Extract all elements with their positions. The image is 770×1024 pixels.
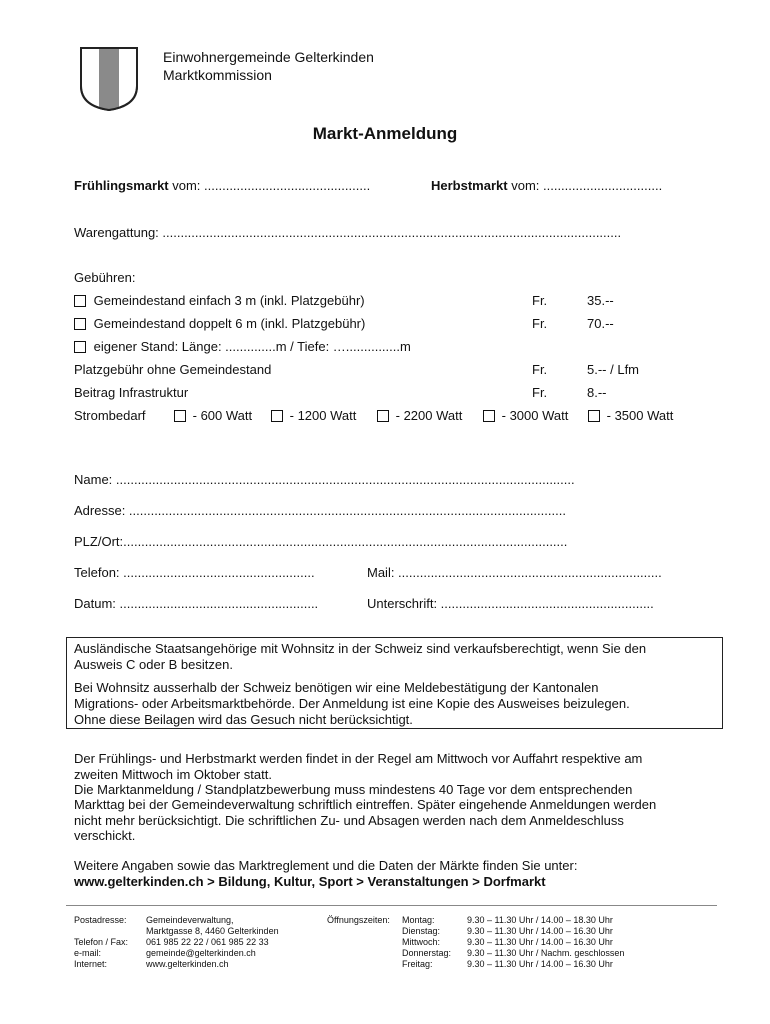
footer-divider	[66, 905, 717, 906]
watt-3000-checkbox[interactable]	[483, 410, 495, 422]
platz-label: Platzgebühr ohne Gemeindestand	[74, 362, 272, 377]
name-field[interactable]: Name: ...............................................................................................................................	[74, 472, 575, 487]
info-text: zweiten Mittwoch im Oktober statt.	[74, 767, 272, 782]
own-stand-checkbox[interactable]	[74, 341, 86, 353]
strom-option-3000	[483, 408, 568, 424]
dept-name: Marktkommission	[163, 67, 272, 83]
footer-value: 061 985 22 22 / 061 985 22 33	[146, 937, 269, 947]
notice-text: Ausweis C oder B besitzen.	[74, 657, 233, 672]
watt-1200-label: - 1200 Watt	[289, 408, 357, 423]
coat-of-arms-icon	[79, 46, 139, 112]
warengattung-field[interactable]: Warengattung: ...............................................................................................................................	[74, 225, 622, 240]
hours-day: Donnerstag:	[402, 948, 452, 958]
infra-label: Beitrag Infrastruktur	[74, 385, 189, 400]
info-text: Markttag bei der Gemeindeverwaltung schriftlich eintreffen. Später eingehende Anmeldungen werden	[74, 797, 657, 812]
infra-amount: 8.--	[587, 385, 607, 400]
watt-3000-label: - 3000 Watt	[501, 408, 569, 423]
hours-day: Freitag:	[402, 959, 433, 969]
watt-3500-label: - 3500 Watt	[606, 408, 674, 423]
website-link[interactable]: www.gelterkinden.ch > Bildung, Kultur, Sport > Veranstaltungen > Dorfmarkt	[74, 874, 546, 889]
autumn-market-input[interactable]: vom: .................................	[511, 178, 663, 193]
single-stand-label: Gemeindestand einfach 3 m (inkl. Platzgebühr)	[93, 293, 365, 308]
signature-field[interactable]: Unterschrift: ...........................................................	[367, 596, 654, 611]
double-stand-label: Gemeindestand doppelt 6 m (inkl. Platzgebühr)	[93, 316, 366, 331]
info-text: nicht mehr berücksichtigt. Die schriftlichen Zu- und Absagen werden nach dem Anmeldeschluss	[74, 813, 624, 828]
info-text: Die Marktanmeldung / Standplatzbewerbung muss mindestens 40 Tage vor dem entsprechenden	[74, 782, 633, 797]
autumn-market-field[interactable]	[431, 178, 662, 194]
notice-text: Bei Wohnsitz ausserhalb der Schweiz benötigen wir eine Meldebestätigung der Kantonalen	[74, 680, 599, 695]
hours-day: Dienstag:	[402, 926, 441, 936]
footer-label: Telefon / Fax:	[74, 937, 129, 947]
hours-value: 9.30 – 11.30 Uhr / 14.00 – 18.30 Uhr	[467, 915, 613, 925]
strom-option-3500	[588, 408, 673, 424]
fee-row-double	[74, 316, 365, 332]
address-field[interactable]: Adresse: .........................................................................................................................	[74, 503, 566, 518]
single-stand-checkbox[interactable]	[74, 295, 86, 307]
footer-email[interactable]: gemeinde@gelterkinden.ch	[146, 948, 256, 958]
watt-3500-checkbox[interactable]	[588, 410, 600, 422]
single-amount: 35.--	[587, 293, 614, 308]
org-name: Einwohnergemeinde Gelterkinden	[163, 49, 374, 65]
spring-market-label: Frühlingsmarkt	[74, 178, 169, 193]
fee-row-single	[74, 293, 365, 309]
footer-label: Internet:	[74, 959, 108, 969]
double-stand-checkbox[interactable]	[74, 318, 86, 330]
autumn-market-label: Herbstmarkt	[431, 178, 508, 193]
strom-label: Strombedarf	[74, 408, 146, 423]
mail-field[interactable]: Mail: .........................................................................	[367, 565, 662, 580]
strom-option-2200	[377, 408, 462, 424]
hours-label: Öffnungszeiten:	[327, 915, 390, 925]
plz-ort-field[interactable]: PLZ/Ort:...........................................................................................................................	[74, 534, 568, 549]
double-currency: Fr.	[532, 316, 548, 331]
watt-2200-label: - 2200 Watt	[395, 408, 463, 423]
hours-value: 9.30 – 11.30 Uhr / 14.00 – 16.30 Uhr	[467, 926, 613, 936]
footer-label: e-mail:	[74, 948, 102, 958]
fees-heading: Gebühren:	[74, 270, 136, 285]
date-field[interactable]: Datum: .......................................................	[74, 596, 319, 611]
info-text: Der Frühlings- und Herbstmarkt werden findet in der Regel am Mittwoch vor Auffahrt respektive am	[74, 751, 643, 766]
single-currency: Fr.	[532, 293, 548, 308]
hours-value: 9.30 – 11.30 Uhr / Nachm. geschlossen	[467, 948, 625, 958]
watt-600-checkbox[interactable]	[174, 410, 186, 422]
platz-amount: 5.-- / Lfm	[587, 362, 640, 377]
hours-value: 9.30 – 11.30 Uhr / 14.00 – 16.30 Uhr	[467, 937, 613, 947]
hours-day: Montag:	[402, 915, 435, 925]
info-text: verschickt.	[74, 828, 136, 843]
fee-row-own	[74, 339, 411, 355]
footer-label: Postadresse:	[74, 915, 127, 925]
watt-2200-checkbox[interactable]	[377, 410, 389, 422]
footer-value: Gemeindeverwaltung,	[146, 915, 234, 925]
footer-website[interactable]: www.gelterkinden.ch	[146, 959, 229, 969]
watt-600-label: - 600 Watt	[192, 408, 253, 423]
notice-text: Migrations- oder Arbeitsmarktbehörde. Der Anmeldung ist eine Kopie des Ausweises beizulegen.	[74, 696, 630, 711]
page-title: Markt-Anmeldung	[312, 124, 458, 143]
infra-currency: Fr.	[532, 385, 548, 400]
hours-value: 9.30 – 11.30 Uhr / 14.00 – 16.30 Uhr	[467, 959, 613, 969]
info-text: Weitere Angaben sowie das Marktreglement und die Daten der Märkte finden Sie unter:	[74, 858, 578, 873]
own-stand-label[interactable]: eigener Stand: Länge: ..............m / Tiefe: …...............m	[93, 339, 411, 354]
notice-text: Ohne diese Beilagen wird das Gesuch nicht berücksichtigt.	[74, 712, 413, 727]
strom-option-600	[174, 408, 252, 424]
spring-market-input[interactable]: vom: ..............................................	[172, 178, 371, 193]
strom-option-1200	[271, 408, 356, 424]
watt-1200-checkbox[interactable]	[271, 410, 283, 422]
platz-currency: Fr.	[532, 362, 548, 377]
footer-value: Marktgasse 8, 4460 Gelterkinden	[146, 926, 279, 936]
phone-field[interactable]: Telefon: .....................................................	[74, 565, 315, 580]
notice-text: Ausländische Staatsangehörige mit Wohnsitz in der Schweiz sind verkaufsberechtigt, wenn Sie den	[74, 641, 647, 656]
hours-day: Mittwoch:	[402, 937, 441, 947]
spring-market-field[interactable]	[74, 178, 370, 194]
double-amount: 70.--	[587, 316, 614, 331]
